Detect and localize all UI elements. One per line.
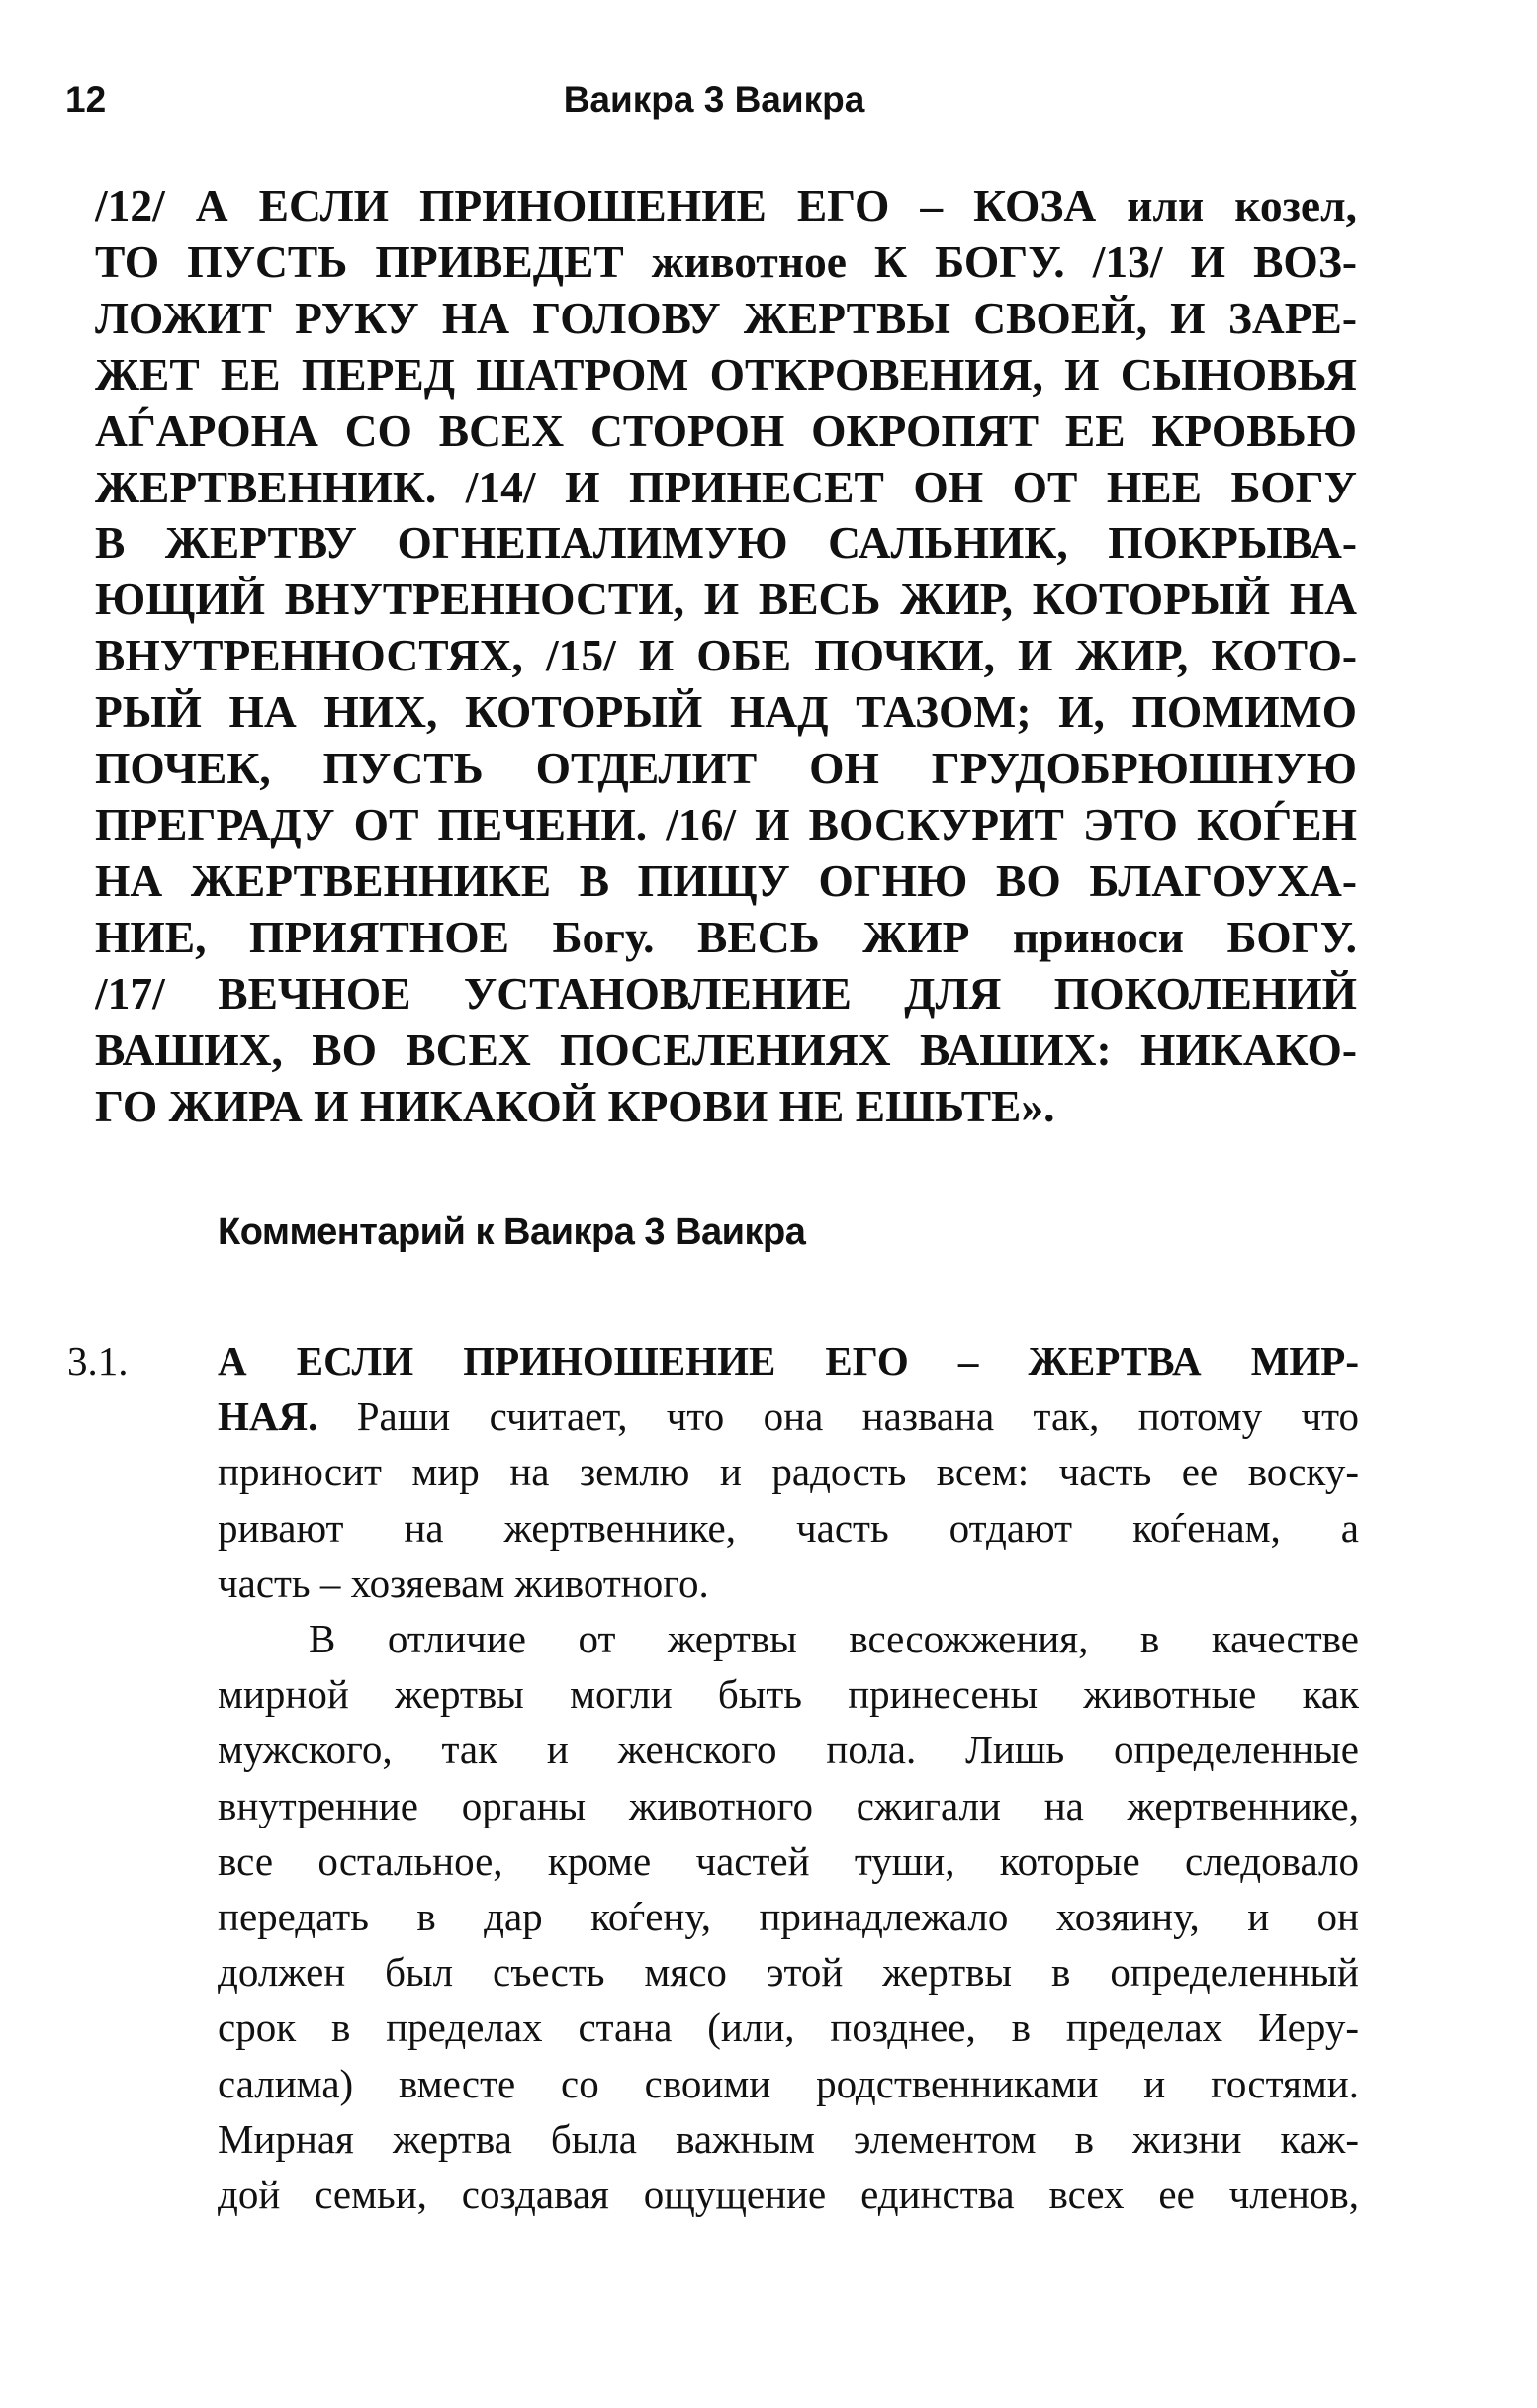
- comment-number: 3.1.: [67, 1338, 129, 1383]
- verse-line: ПОЧЕК, ПУСТЬ ОТДЕЛИТ ОН ГРУДОБРЮШНУЮ: [95, 743, 1357, 794]
- verse-line: ЖЕТ ЕЕ ПЕРЕД ШАТРОМ ОТКРОВЕНИЯ, И СЫНОВЬЯ: [95, 348, 1357, 400]
- comment-line-text: Раши считает, что она названа так, потому что: [317, 1393, 1359, 1440]
- comment-line: дой семьи, создавая ощущение единства всех ее членов,: [218, 2172, 1359, 2218]
- comment-line: [218, 1388, 1359, 1444]
- commentary-text: [218, 1333, 1359, 2222]
- verse-line: АЃАРОНА СО ВСЕХ СТОРОН ОКРОПЯТ ЕЕ КРОВЬЮ: [95, 404, 1357, 456]
- comment-line: Мирная жертва была важным элементом в жизни каж-: [218, 2115, 1359, 2162]
- verse-line: ЖЕРТВЕННИК. /14/ И ПРИНЕСЕТ ОН ОТ НЕЕ БОГУ: [95, 461, 1357, 512]
- running-title: Ваикра 3 Ваикра: [563, 79, 865, 120]
- verse-line: НИЕ, ПРИЯТНОЕ Богу. ВЕСЬ ЖИР приноси БОГУ.: [95, 911, 1357, 962]
- comment-line: В отличие от жертвы всесожжения, в качестве: [309, 1616, 1359, 1662]
- verse-line: НА ЖЕРТВЕННИКЕ В ПИЩУ ОГНЮ ВО БЛАГОУХА-: [95, 854, 1357, 906]
- verse-line: РЫЙ НА НИХ, КОТОРЫЙ НАД ТАЗОМ; И, ПОМИМО: [95, 686, 1357, 738]
- lemma-end: НАЯ.: [218, 1393, 318, 1440]
- verse-line: ВНУТРЕННОСТЯХ, /15/ И ОБЕ ПОЧКИ, И ЖИР, КОТО-: [95, 630, 1357, 681]
- comment-line: часть – хозяевам животного.: [218, 1560, 709, 1606]
- comment-line: должен был съесть мясо этой жертвы в определенный: [218, 1949, 1359, 1996]
- verse-text: [95, 178, 1357, 1134]
- verse-line: /17/ ВЕЧНОЕ УСТАНОВЛЕНИЕ ДЛЯ ПОКОЛЕНИЙ: [95, 967, 1357, 1019]
- page-header: [65, 79, 1363, 138]
- verse-line: ЛОЖИТ РУКУ НА ГОЛОВУ ЖЕРТВЫ СВОЕЙ, И ЗАРЕ-: [95, 292, 1357, 343]
- comment-line: ривают на жертвеннике, часть отдают коѓенам, а: [218, 1504, 1359, 1551]
- lemma-line: А ЕСЛИ ПРИНОШЕНИЕ ЕГО – ЖЕРТВА МИР-: [218, 1338, 1359, 1383]
- verse-line: ГО ЖИРА И НИКАКОЙ КРОВИ НЕ ЕШЬТЕ».: [95, 1080, 1055, 1131]
- comment-line: мирной жертвы могли быть принесены животные как: [218, 1671, 1359, 1718]
- verse-line: ПРЕГРАДУ ОТ ПЕЧЕНИ. /16/ И ВОСКУРИТ ЭТО КОЃЕН: [95, 798, 1357, 849]
- verse-line: ЮЩИЙ ВНУТРЕННОСТИ, И ВЕСЬ ЖИР, КОТОРЫЙ НА: [95, 574, 1357, 625]
- comment-line: передать в дар коѓену, принадлежало хозяину, и он: [218, 1894, 1359, 1940]
- verse-line: ТО ПУСТЬ ПРИВЕДЕТ животное К БОГУ. /13/ И ВОЗ-: [95, 235, 1357, 287]
- comment-line: внутренние органы животного сжигали на жертвеннике,: [218, 1782, 1359, 1828]
- verse-line: /12/ А ЕСЛИ ПРИНОШЕНИЕ ЕГО – КОЗА или козел,: [95, 180, 1357, 230]
- verse-line: В ЖЕРТВУ ОГНЕПАЛИМУЮ САЛЬНИК, ПОКРЫВА-: [95, 517, 1357, 569]
- comment-line: салима) вместе со своими родственниками и гостями.: [218, 2060, 1359, 2106]
- commentary-heading: Комментарий к Ваикра 3 Ваикра: [218, 1211, 806, 1253]
- comment-line: срок в пределах стана (или, позднее, в пределах Иеру-: [218, 2005, 1359, 2051]
- comment-line: мужского, так и женского пола. Лишь определенные: [218, 1727, 1359, 1773]
- page-number: 12: [65, 79, 107, 120]
- comment-line: приносит мир на землю и радость всем: часть ее воску-: [218, 1449, 1359, 1495]
- verse-line: ВАШИХ, ВО ВСЕХ ПОСЕЛЕНИЯХ ВАШИХ: НИКАКО-: [95, 1024, 1357, 1075]
- comment-line: все остальное, кроме частей туши, которые следовало: [218, 1837, 1359, 1884]
